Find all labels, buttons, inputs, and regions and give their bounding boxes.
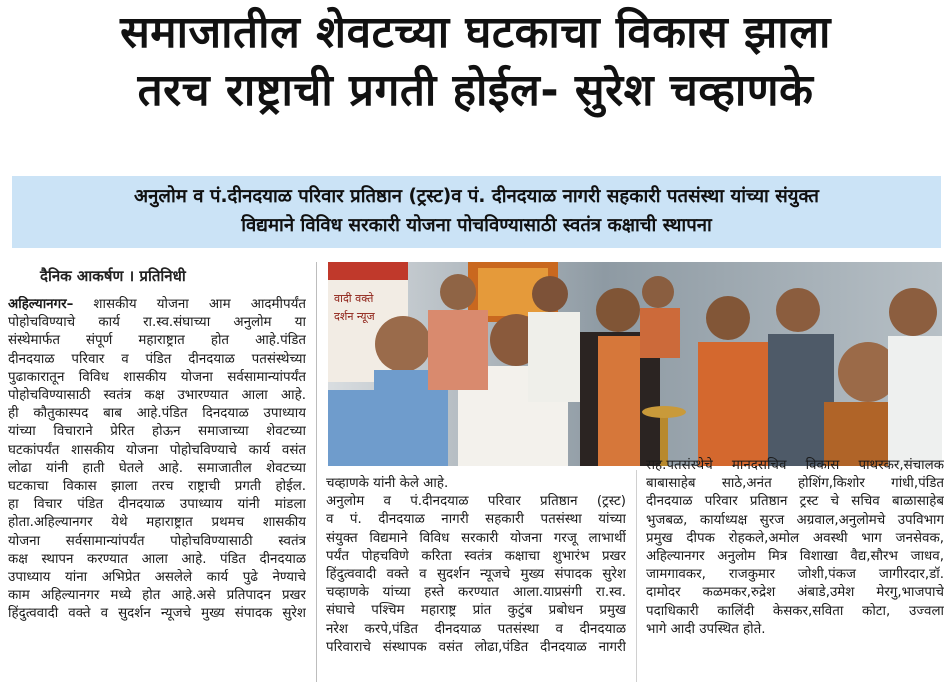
article-col1-line-8: घटकांपर्यंत शासकीय योजना पोहोचविण्याचे कार्य वसंत	[8, 442, 306, 458]
article-col3-line-7: जामगावकर, राजकुमार जोशी,पंकज जागीरदार,डॉ.	[646, 567, 944, 583]
article-col3-line-5: प्रमुख दीपक रोहकले,अमोल अवस्थी भाग जनसेवक,	[646, 530, 944, 546]
column-divider	[316, 262, 317, 682]
article-col2-line-1: चव्हाणके यांनी केले आहे.	[326, 476, 449, 491]
article-col1-line-17: हिंदुत्ववादी वक्ते व सुदर्शन न्यूजचे मुख्य संपादक सुरेश	[8, 606, 306, 622]
article-col1-line-11: हा विचार पंडित दीनदयाळ उपाध्याय यांनी मांडला	[8, 497, 306, 513]
article-col1-line-13: योजना सर्वसामान्यांपर्यंत पोहोचविण्यासाठी स्वतंत्र	[8, 533, 306, 549]
article-col3-line-4: भुजबळ, कार्याध्यक्ष सुरज अग्रवाल,अनुलोमचे उपविभाग	[646, 512, 944, 528]
article-col1-line-4: पुढाकारातून विविध शासकीय योजना सर्वसामान्यांपर्यंत	[8, 369, 306, 385]
subheadline-banner	[12, 176, 941, 248]
event-photo	[328, 262, 942, 466]
article-col1-line-15: उपाध्याय यांना अभिप्रेत असलेले कार्य पुढे नेण्याचे	[8, 570, 306, 586]
article-col2-line-10: परिवाराचे संस्थापक वसंत लोढा,पंडित दीनदयाळ नागरी	[326, 639, 626, 655]
headline-line-2: तरच राष्ट्राची प्रगती होईल- सुरेश चव्हाणके	[137, 65, 814, 116]
article-col3-line-3: दीनदयाळ परिवार प्रतिष्ठान ट्रस्ट चे सचिव बाळासाहेब	[646, 494, 944, 510]
article-col3-line-8: दामोदर कळमकर,रुद्रेश अंबाडे,उमेश मेरगु,भाजपाचे	[646, 585, 944, 601]
article-col3-line-6: अहिल्यानगर अनुलोम मित्र विशाखा वैद्य,सौरभ जाधव,	[646, 549, 944, 565]
photo-banner-line-2: दर्शन न्यूज	[334, 310, 375, 323]
article-col1-line-3: दीनदयाळ परिवार व पंडित दीनदयाळ पतसंस्थेच्या	[8, 351, 306, 367]
subheadline-line-2: विद्यमाने विविध सरकारी योजना पोचविण्यासाठी स्वतंत्र कक्षाची स्थापना	[241, 215, 712, 236]
article-col2-line-7: चव्हाणके यांच्या हस्ते करण्यात आला.याप्रसंगी रा.स्व.	[326, 585, 626, 601]
article-col2-line-3: व पं. दीनदयाळ नागरी सहकारी पतसंस्था यांच्या	[326, 512, 626, 528]
article-col3-line-2: बाबासाहेब साठे,अनंत होशिंग,किशोर गांधी,पंडित	[646, 476, 944, 492]
article-col1-line-6: ही कौतुकास्पद बाब आहे.पंडित दिनदयाळ उपाध्याय	[8, 406, 306, 422]
article-col1-line-2: संस्थेमार्फत संपूर्ण महाराष्ट्रात होत आहे.पंडित	[8, 333, 306, 349]
article-col3-line-9: पदाधिकारी कालिंदी केसकर,सविता कोटा, उज्वला	[646, 603, 944, 619]
article-col1-line-16: काम अहिल्यानगर मध्ये होत आहे.असे प्रतिपादन प्रखर	[8, 588, 306, 604]
article-col3-line-10: भागे आदी उपस्थित होते.	[646, 621, 766, 637]
article-col3-line-1: सह.पतसंस्थेचे मानदसचिव विकास पाथरकर,संचालक	[646, 458, 944, 473]
article-col1-line-10: घटकाचा विकास झाला तरच राष्ट्राची प्रगती होईल.	[8, 479, 306, 495]
headline-line-1: समाजातील शेवटच्या घटकाचा विकास झाला	[120, 7, 831, 58]
article-col2-line-8: संघाचे पश्चिम महाराष्ट्र प्रांत कुटुंब प्रबोधन प्रमुख	[326, 603, 626, 619]
article-col1-line-12: होता.अहिल्यानगर येथे महाराष्ट्रात प्रथमच शासकीय	[8, 515, 306, 531]
article-col2-line-6: हिंदुत्ववादी वक्ते व सुदर्शन न्यूजचे मुख्य संपादक सुरेश	[326, 567, 626, 583]
photo-banner-line-1: वादी वक्ते	[334, 292, 374, 305]
subheadline-line-1: अनुलोम व पं.दीनदयाळ परिवार प्रतिष्ठान (ट्रस्ट)व पं. दीनदयाळ नागरी सहकारी पतसंस्था यांच्या संयुक्त	[134, 186, 819, 207]
article-col1-line-1: पोहोचविण्याचे कार्य रा.स्व.संघाच्या अनुलोम या	[8, 315, 306, 331]
article-column-3	[646, 457, 944, 639]
article-column-2	[326, 475, 626, 657]
article-col2-line-2: अनुलोम व पं.दीनदयाळ परिवार प्रतिष्ठान (ट्रस्ट)	[326, 494, 626, 510]
article-col1-line-14: कक्ष स्थापन करण्यात आला आहे. पंडित दीनदयाळ	[8, 551, 306, 567]
article-col1-line-9: लोढा यांनी हाती घेतले आहे. समाजातील शेवटच्या	[8, 460, 306, 476]
headline	[0, 4, 951, 120]
byline: दैनिक आकर्षण । प्रतिनिधी	[40, 267, 186, 285]
article-col2-line-5: पर्यंत पोहचविणे करिता स्वतंत्र कक्षाचा शुभारंभ प्रखर	[326, 548, 626, 564]
article-column-1	[8, 296, 306, 624]
article-col2-line-9: नरेश करपे,पंडित दीनदयाळ पतसंस्था व दीनदयाळ	[326, 621, 626, 637]
column-divider-2	[636, 470, 637, 682]
article-col2-line-4: संयुक्त विद्यमाने विविध सरकारी योजना गरजू लाभार्थी	[326, 530, 626, 546]
article-col1-line-5: पोहोचविण्यासाठी स्वतंत्र कक्ष उभारण्यात आला आहे.	[8, 388, 306, 404]
article-col1-line-7: यांच्या विचाराने प्रेरित होऊन समाजाच्या शेवटच्या	[8, 424, 306, 440]
dateline-place: अहिल्यानगर–	[8, 297, 74, 312]
article-col1-line-0: शासकीय योजना आम आदमीपर्यंत	[73, 297, 306, 312]
